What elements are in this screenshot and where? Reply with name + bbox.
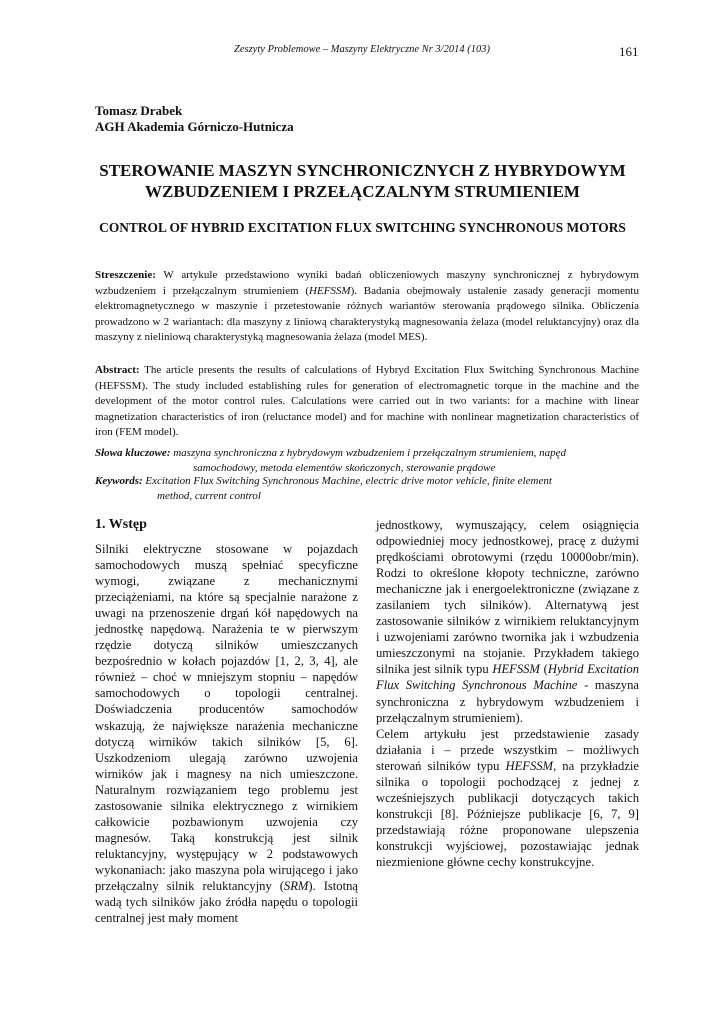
title-polish: STEROWANIE MASZYN SYNCHRONICZNYCH Z HYBRYDOWYM WZBUDZENIEM I PRZEŁĄCZALNYM STRUMIENIEM — [99, 161, 626, 201]
running-header: Zeszyty Problemowe – Maszyny Elektryczne Nr 3/2014 (103) — [234, 44, 490, 55]
author-affiliation: AGH Akademia Górniczo-Hutnicza — [95, 119, 294, 134]
body-right-paragraph-2 — [376, 726, 639, 870]
body-right-text-1c: - maszyna synchroniczna z hybrydowym wzbudzeniem i przełączalnym strumieniem). — [376, 678, 639, 725]
body-right-paragraph-1 — [376, 517, 639, 726]
body-right-hefssm-1: HEFSSM — [492, 662, 540, 677]
body-right-text-2b: , na przykładzie silnika o topologii pochodzącej z jednej z wcześniejszych publikacji dotyczących takich konstrukcji [8]. Późniejsze publikacje [6, 7, 9] przedstawiają różne proponowane ulepszenia konstrukcji wyjściowej, pozostawiając jednak niezmienione główne cechy konstrukcyjne. — [376, 758, 639, 869]
abstract-pl-text-2: ). Badania obejmowały ustalenie zasady generacji momentu elektromagnetycznego w maszynie i przetestowanie różnych wariantów sterowania prądowego silnika. Obliczenia prowadzono w 2 wariantach: dla maszyny z liniową charakterystyką magnesowania żelaza (model reluktancyjny) oraz dla maszyny z nieliniową charakterystyką magnesowania żelaza (model MES). — [95, 284, 639, 344]
body-right-text-1b: ( — [539, 662, 548, 677]
author-name: Tomasz Drabek — [95, 103, 183, 118]
page-number: 161 — [619, 44, 639, 59]
keywords-polish — [95, 446, 640, 476]
abstract-en-label: Abstract: — [95, 364, 140, 376]
body-left-srm: SRM — [283, 878, 309, 893]
body-left-paragraph — [95, 541, 358, 926]
abstract-pl-text-1: W artykule przedstawiono wyniki badań obliczeniowych maszyny synchronicznej z hybrydowym wzbudzeniem i przełączalnym strumieniem ( — [95, 269, 639, 297]
keywords-en-line-2: method, current control — [157, 490, 261, 503]
keywords-pl-label: Słowa kluczowe: — [95, 447, 171, 459]
abstract-en-text: The article presents the results of calculations of Hybryd Excitation Flux Switching Synchronous Machine (HEFSSM). The study included establishing rules for generation of electromagnetic torque in the machine and the development of the motor control rules. Calculations were carried out in two variants: for a machine with linear magnetization characteristics of iron (reluctance model) and for machine with nonlinear magnetization characteristics of iron (FEM model). — [95, 364, 639, 439]
body-column-right — [376, 517, 639, 870]
keywords-english — [95, 474, 640, 504]
keywords-en-line-1: Excitation Flux Switching Synchronous Machine, electric drive motor vehicle, finite element — [142, 475, 552, 487]
body-right-hefssm-long: Hybrid Excitation Flux Switching Synchronous Machine — [376, 662, 640, 693]
body-right-hefssm-2: HEFSSM — [505, 758, 554, 773]
section-heading: 1. Wstęp — [95, 517, 147, 532]
abstract-pl-label: Streszczenie: — [95, 269, 156, 281]
body-right-text-2a: Celem artykułu jest przedstawienie zasady działania i – przede wszystkim – możliwych sterowań silników typu — [376, 726, 639, 773]
body-right-text-1a: jednostkowy, wymuszający, celem osiągnięcia odpowiedniej mocy jednostkowej, pracę z dużymi prędkościami obrotowymi (rzędu 10000obr/min). Rodzi to określone kłopoty techniczne, zarówno mechaniczne jak i energoelektroniczne (związane z zasilaniem tych silników). Alternatywą jest zastosowanie silników z wirnikiem reluktancyjnym i uzwojeniami zarówno twornika jak i wzbudzenia umieszczonymi na stojanie. Przykładem takiego silnika jest silnik typu — [376, 518, 639, 677]
abstract-pl-acronym: HEFSSM — [309, 284, 351, 297]
body-left-text-1: Silniki elektryczne stosowane w pojazdach samochodowych muszą spełniać specyficzne wymogi, związane z mechanicznymi przeciążeniami, na które są specjalnie narażone z uwagi na przenoszenie drgań kół napędowych na jednostkę napędową. Narażenia te w pierwszym rzędzie dotyczą silników umieszczanych bezpośrednio w kołach pojazdów [1, 2, 3, 4], ale również – choć w mniejszym stopniu – napędów samochodowych o topologii centralnej. Doświadczenia producentów samochodów wskazują, że największe narażenia mechaniczne dotyczą wirników takich silników [5, 6]. Uszkodzeniom ulegają zarówno uzwojenia wirników jak i magnesy na nich umieszczone. Naturalnym rozwiązaniem tego problemu jest zastosowanie silnika elektrycznego z wirnikiem całkowicie pozbawionym uzwojenia czy magnesów. Taką konstrukcją jest silnik reluktancyjny, występujący w 2 podstawowych wykonaniach: jako maszyna pola wirującego i jako przełączalny silnik reluktancyjny ( — [95, 542, 358, 893]
abstract-english — [95, 363, 639, 441]
author-block — [95, 103, 294, 135]
body-column-left — [95, 541, 358, 926]
abstract-polish — [95, 268, 639, 346]
keywords-pl-line-1: maszyna synchroniczna z hybrydowym wzbudzeniem i przełączalnym strumieniem, napęd — [170, 447, 567, 459]
keywords-en-label: Keywords: — [95, 475, 143, 487]
keywords-pl-line-2: samochodowy, metoda elementów skończonych, sterowanie prądowe — [193, 462, 496, 475]
body-left-text-2: ). Istotną wadą tych silników jako źródła napędu o topologii centralnej jest mały moment — [95, 878, 358, 926]
title-english: CONTROL OF HYBRID EXCITATION FLUX SWITCHING SYNCHRONOUS MOTORS — [99, 220, 626, 235]
